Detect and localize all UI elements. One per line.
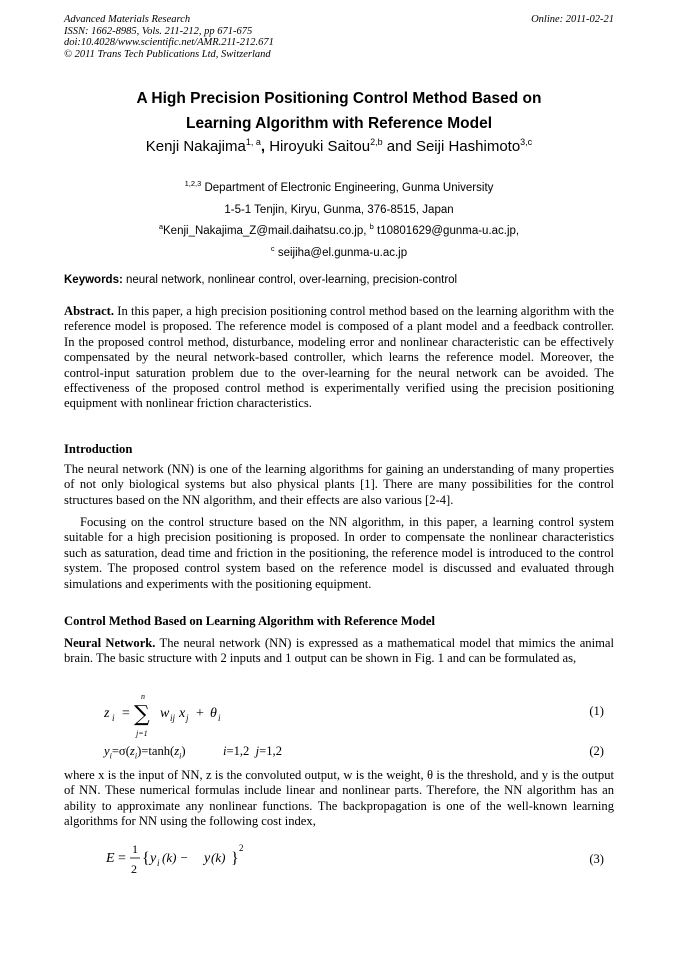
nn-label: Neural Network.: [64, 636, 156, 650]
eq3-denominator: 2: [131, 862, 137, 876]
copyright-line: © 2011 Trans Tech Publications Ltd, Switzerland: [64, 48, 271, 60]
eq1-lower: j=1: [136, 729, 148, 738]
journal-name: Advanced Materials Research: [64, 14, 191, 25]
author-3: and Seiji Hashimoto: [382, 138, 521, 155]
author-list: [64, 138, 614, 155]
equation-2-math: [104, 744, 186, 761]
intro-heading: Introduction: [64, 442, 133, 456]
title-line-2: Learning Algorithm with Reference Model: [185, 115, 492, 132]
definitions-paragraph: where x is the input of NN, z is the convoluted output, w is the weight, θ is the threshold, and y is the output of NN. These numerical formulas include linear and nonlinear parts. Therefore, the NN algorithm has an ability to approximate any nonlinear functions. The backpropagation is one of the well-known learning algorithms for NN using the following cost index,: [64, 768, 614, 829]
eq3-rbrace: }: [231, 850, 239, 867]
email-line-1: [64, 222, 614, 237]
issn-line: ISSN: 1662-8985, Vols. 211-212, pp 671-675: [64, 25, 253, 37]
keywords: [64, 274, 614, 286]
equation-1-math: [100, 690, 300, 742]
eq1-equals: =: [122, 706, 130, 721]
intro-paragraph-2-text: Focusing on the control structure based on the NN algorithm, in this paper, a learning control system suitable for a high precision positioning is proposed. In order to compensate the nonlinear characteristics such as saturation, dead time and friction in the positioning, the reference model is introduced to the control system. The proposed control system based on the reference model is discussed and evaluated through simulations and experiments with the positioning equipment.: [64, 515, 614, 591]
author-2-sup: 2,b: [370, 137, 383, 147]
eq2-idx-j-val: =1,2: [259, 744, 283, 758]
equation-1: [64, 690, 614, 742]
affiliation-dept: [64, 179, 614, 194]
title-line-1: A High Precision Positioning Control Method Based on: [136, 90, 542, 107]
abstract-label: Abstract.: [64, 304, 115, 318]
eq1-theta: θ: [210, 706, 217, 721]
eq2-tanh: )=tanh(: [137, 744, 175, 758]
eq3-equals: =: [118, 851, 126, 866]
eq1-sub-ij: ij: [170, 713, 176, 723]
eq3-lbrace: {: [142, 850, 150, 867]
author-1-sup: 1, a: [245, 137, 261, 147]
eq2-z2: z: [174, 744, 180, 758]
eq2-idx-i: i: [223, 744, 227, 758]
eq3-square: 2: [239, 843, 244, 853]
author-comma: ,: [260, 138, 266, 155]
author-3-sup: 3,c: [520, 137, 533, 147]
eq2-close: ): [181, 744, 186, 758]
abstract: [64, 304, 614, 412]
email-b[interactable]: t10801629@gunma-u.ac.jp,: [373, 225, 520, 237]
online-date: Online: 2011-02-21: [531, 14, 614, 25]
equation-2-number: (2): [589, 744, 604, 758]
eq3-k2: (k): [211, 850, 226, 865]
abstract-text: In this paper, a high precision positioning control method based on the learning algorithm with the reference model is proposed. The reference model is composed of a plant model and a feedback controller. In the proposed control method, disturbance, modeling error and nonlinear characteristic can be effectively compensated by the neural network-based controller, which learns the reference model. Moreover, the control-input saturation problem due to the over-learning for the neural network can be avoided. The effectiveness of the proposed control method is experimentally verified using the precision positioning equipment with nonlinear friction characteristics.: [64, 304, 614, 411]
eq3-k1: (k) −: [162, 850, 189, 865]
nn-text: The neural network (NN) is expressed as a mathematical model that mimics the animal brain. The basic structure with 2 inputs and 1 output can be shown in Fig. 1 and can be formulated as,: [64, 636, 614, 666]
eq2-sub-i: i: [109, 751, 112, 761]
affiliation-sup: 1,2,3: [184, 179, 202, 189]
eq1-plus: +: [196, 706, 204, 721]
email-a-sup: a: [158, 222, 164, 232]
author-1: Kenji Nakajima: [145, 138, 246, 155]
eq1-sub-i: i: [112, 713, 115, 723]
keywords-label: Keywords:: [64, 274, 123, 286]
eq3-numerator: 1: [132, 842, 138, 856]
eq3-y: y: [150, 851, 157, 866]
doi-line: doi:10.4028/www.scientific.net/AMR.211-212.671: [64, 37, 274, 49]
eq1-w: w: [160, 706, 170, 721]
eq2-idx-i-val: =1,2: [226, 744, 250, 758]
equation-2: [64, 744, 614, 764]
affiliation-address: 1-5-1 Tenjin, Kiryu, Gunma, 376-8515, Japan: [224, 204, 454, 216]
affiliation-text: Department of Electronic Engineering, Gunma University: [201, 182, 494, 194]
journal-header: [64, 14, 274, 60]
equation-3-math: [104, 838, 304, 882]
eq3-sub-i: i: [157, 858, 160, 868]
section-heading: Control Method Based on Learning Algorithm with Reference Model: [64, 614, 436, 628]
eq1-x: x: [179, 706, 186, 721]
eq1-sub-j: j: [186, 713, 189, 723]
eq3-E: E: [106, 851, 115, 866]
eq2-sub-i2: i: [134, 751, 138, 761]
email-a[interactable]: Kenji_Nakajima_Z@mail.daihatsu.co.jp,: [163, 225, 367, 237]
eq2-sigma: =σ(: [111, 744, 130, 758]
eq2-sub-i3: i: [179, 751, 182, 761]
intro-paragraph-1: The neural network (NN) is one of the learning algorithms for gaining an understanding of many properties of not only biological systems but also physical plants [1]. There are many possibilities for the control structures based on the NN algorithm, and their effects are also various [2-4].: [64, 462, 614, 507]
eq1-upper: n: [141, 692, 145, 701]
equation-2-index: [223, 744, 282, 759]
eq2-z: z: [129, 744, 135, 758]
author-2: Hiroyuki Saitou: [265, 138, 371, 155]
nn-paragraph: [64, 636, 614, 667]
keywords-text: neural network, nonlinear control, over-learning, precision-control: [122, 274, 458, 286]
eq2-y: y: [104, 744, 110, 758]
eq3-y2: y: [204, 851, 211, 866]
equation-1-number: (1): [589, 704, 604, 718]
email-b-sup: b: [369, 222, 374, 232]
equation-3-number: (3): [589, 852, 604, 866]
eq2-idx-j: j: [255, 744, 260, 758]
email-c-sup: c: [270, 244, 275, 254]
email-c[interactable]: seijiha@el.gunma-u.ac.jp: [274, 247, 408, 259]
eq1-sigma: ∑: [134, 702, 150, 727]
eq1-z: z: [104, 706, 110, 721]
intro-paragraph-2: [64, 515, 614, 592]
eq1-sub-i2: i: [218, 713, 221, 723]
email-line-2: [64, 244, 614, 259]
equation-3: [64, 838, 614, 890]
